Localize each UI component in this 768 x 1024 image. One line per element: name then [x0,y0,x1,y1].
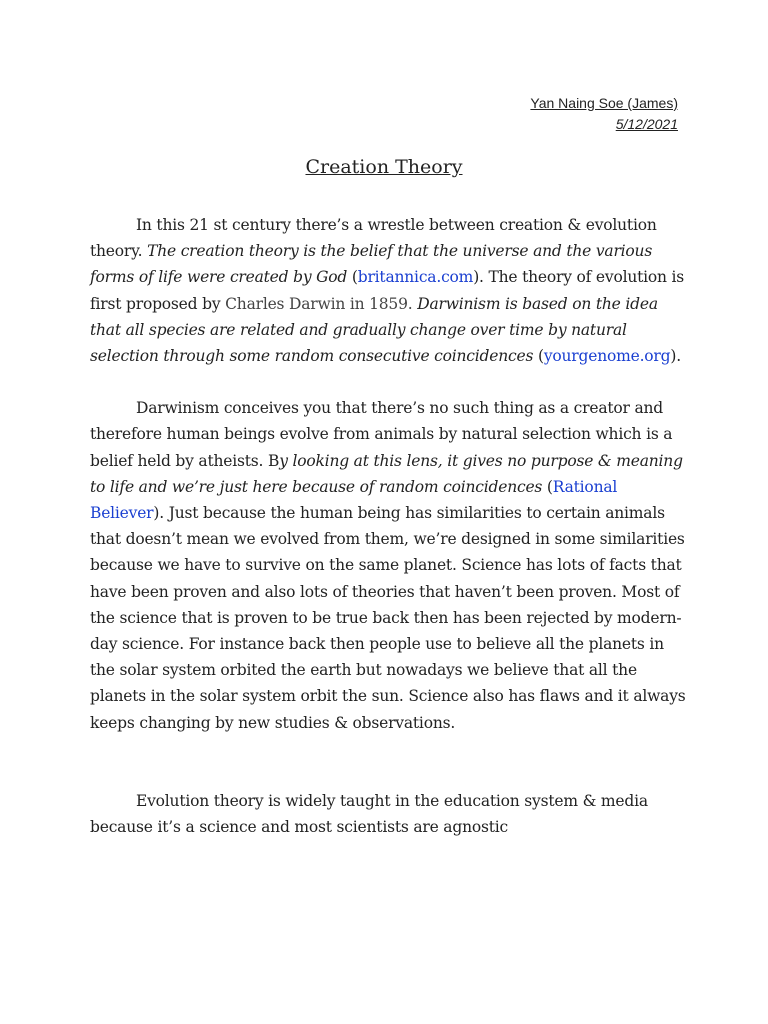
page-title: Creation Theory [305,156,463,178]
text-run: ). [670,347,681,366]
text-run: ). The theory of evolution is first proposed by [90,268,685,313]
text-run: ( [347,268,358,287]
paragraph-spacer [90,369,690,395]
paragraph-2 [90,395,690,736]
text-run: In this 21 st century there’s a wrestle between creation & evolution theory. [90,216,657,261]
paragraph-1 [90,212,690,369]
text-run: Darwinism conceives you that there’s no such thing as a creator and therefore human beings evolve from animals by natural selection which is a belief held by atheists. B [90,399,673,470]
document-body [90,212,690,840]
paragraph-spacer [90,736,690,788]
document-date: 5/12/2021 [615,116,678,132]
italic-run: y looking at this lens, it gives no purpose & meaning to life and we’re just here because of random coincidences [90,451,683,496]
author-name: Yan Naing Soe (James) [530,95,678,111]
paragraph-3 [90,788,690,840]
text-run: ( [542,477,553,496]
link-yourgenome[interactable]: yourgenome.org [543,347,671,366]
text-run: Evolution theory is widely taught in the education system & media because it’s a science and most scientists are agnostic [90,791,648,837]
document-header [530,93,678,135]
link-britannica[interactable]: britannica.com [357,268,474,287]
italic-run: is based on the idea that all species are related and gradually change over time by natural selection through some random consecutive coincidences [90,294,658,366]
italic-run: The creation theory is the belief that the universe and the various forms of life were created by God [90,242,653,287]
link-rational-believer[interactable]: Rational Believer [90,477,618,523]
italic-run: Darwinism [417,294,501,313]
text-run: ( [533,347,544,366]
text-run: Charles Darwin in 1859. [225,294,413,313]
text-run: ). Just because the human being has similarities to certain animals that doesn’t mean we evolved from them, we’re designed in some similarities because we have to survive on the same planet. Science has lots of facts that have been proven and also lots of theories that haven’t been proven. Most of the science that is proven to be true back then has been rejected by modern-day science. For instance back then people use to believe all the planets in the solar system orbited the earth but nowadays we believe that all the planets in the solar system orbit the sun. Science also has flaws and it always keeps changing by new studies & observations. [90,504,686,732]
